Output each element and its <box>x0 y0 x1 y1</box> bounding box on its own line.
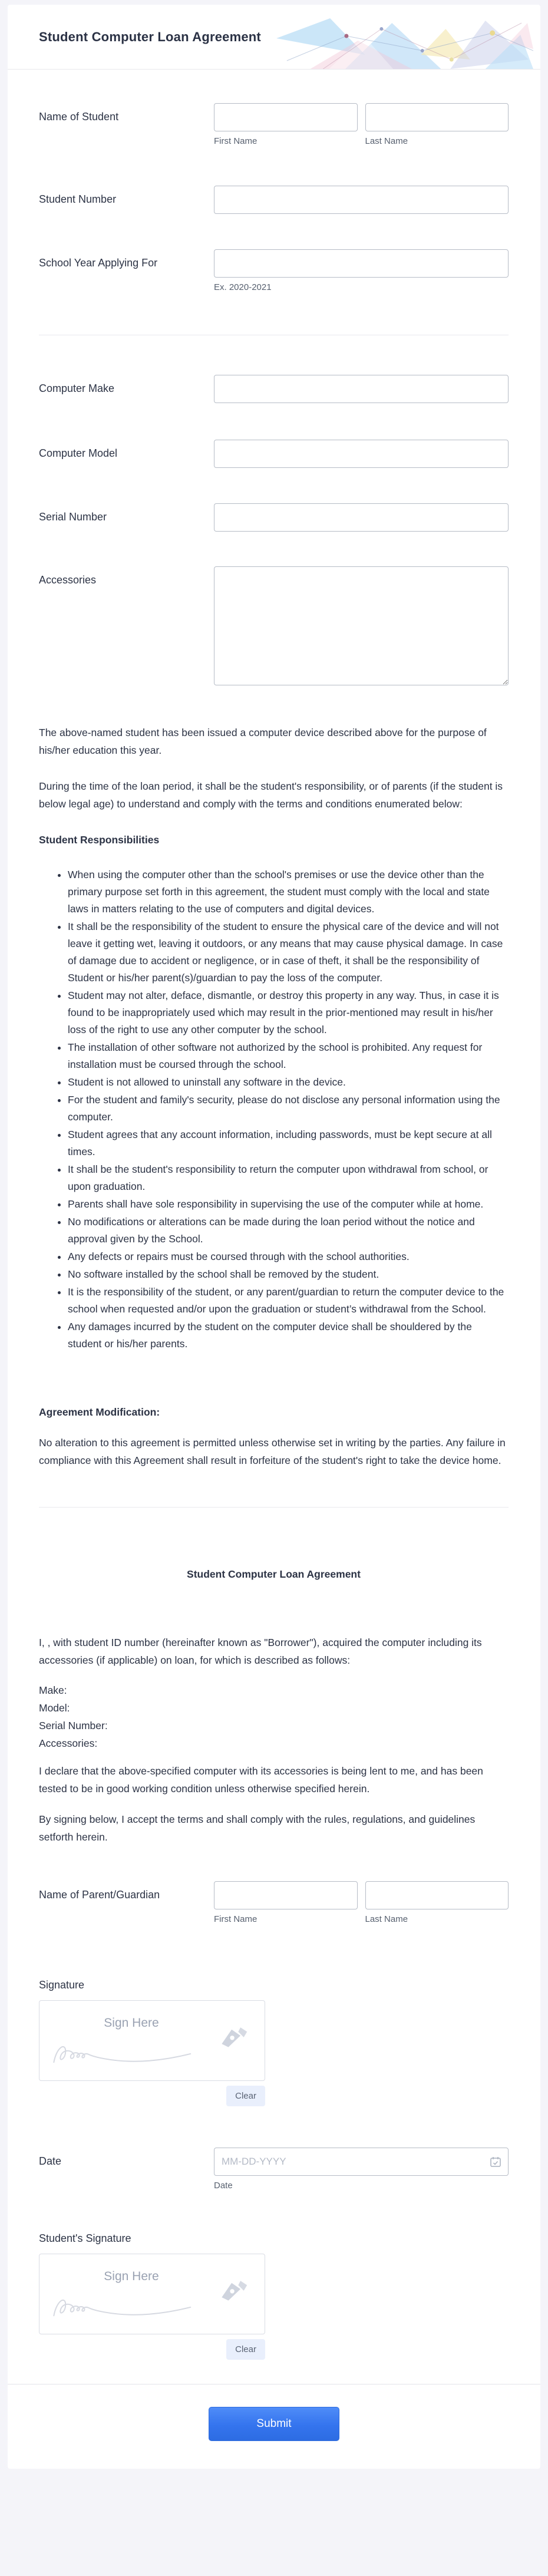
field-label: Name of Student <box>39 111 119 123</box>
signature-squiggle-icon <box>50 2284 209 2326</box>
term-item: • Parents shall have sole responsibility in supervising the use of the computer while at home. <box>68 1196 509 1213</box>
last-name-sublabel: Last Name <box>365 136 408 146</box>
agreement-modification-heading: Agreement Modification: <box>39 1406 160 1418</box>
date-sublabel: Date <box>214 2181 233 2191</box>
signature-squiggle-icon <box>50 2031 209 2072</box>
field-label: Computer Model <box>39 447 118 459</box>
term-item: • It shall be the responsibility of the student to ensure the physical care of the device and will not leave it getting wet, leaving it outdoors, or any means that may cause physical damage. In case of damage due to accident or negligence, or in case of theft, it shall be the responsibility of Student or his/her parent(s)/guardian to pay the loss of the computer. <box>68 918 509 987</box>
student-signature-clear-button[interactable]: Clear <box>226 2339 265 2360</box>
signature-block <box>8 2000 540 2106</box>
term-item: • No modifications or alterations can be made during the loan period without the notice and approval given by the School. <box>68 1213 509 1248</box>
declaration-paragraph: I declare that the above-specified computer with its accessories is being lent to me, and has been tested to be in good working condition unless otherwise specified herein. <box>39 1765 483 1795</box>
first-name-sublabel: First Name <box>214 136 258 146</box>
term-item: • The installation of other software not authorized by the school is prohibited. Any request for installation must be coursed through the school. <box>68 1039 509 1073</box>
student-number-input[interactable] <box>214 186 509 214</box>
signature-pad[interactable] <box>39 2000 265 2081</box>
field-computer-make <box>8 375 540 403</box>
pen-nib-icon <box>216 2022 249 2050</box>
field-label: Serial Number <box>39 511 107 523</box>
device-accessories-line: Accessories: <box>39 1737 98 1749</box>
field-label: Name of Parent/Guardian <box>39 1889 160 1901</box>
date-input[interactable] <box>214 2148 509 2176</box>
student-first-name-input[interactable] <box>214 103 358 131</box>
term-item: • It is the responsibility of the student, or any parent/guardian to return the computer device to the school when requested and/or upon the graduation or student’s withdrawal from the School. <box>68 1284 509 1318</box>
term-item: • No software installed by the school shall be removed by the student. <box>68 1266 509 1283</box>
field-accessories <box>8 566 540 688</box>
term-item: • Student may not alter, deface, dismantle, or destroy this property in any way. Thus, in case it is found to be inappropriately used which may result in the prior-mentioned may result in his/her loss of the right to use any other computer by the school. <box>68 987 509 1038</box>
serial-number-input[interactable] <box>214 503 509 532</box>
field-date <box>8 2148 540 2191</box>
calendar-icon[interactable] <box>490 2156 501 2168</box>
student-signature-block <box>8 2254 540 2360</box>
computer-make-input[interactable] <box>214 375 509 403</box>
terms-intro-paragraph: The above-named student has been issued a computer device described above for the purpose of his/her education this year. <box>39 727 487 756</box>
header-decoration-image <box>276 18 533 69</box>
first-name-sublabel: First Name <box>214 1914 258 1924</box>
sign-here-text: Sign Here <box>104 2270 159 2283</box>
pen-nib-icon <box>216 2275 249 2304</box>
signing-statement-paragraph: By signing below, I accept the terms and shall comply with the rules, regulations, and guidelines setforth herein. <box>39 1813 476 1843</box>
school-year-input[interactable] <box>214 249 509 278</box>
sign-here-text: Sign Here <box>104 2016 159 2030</box>
agreement-section-title: Student Computer Loan Agreement <box>187 1568 361 1580</box>
computer-model-input[interactable] <box>214 440 509 468</box>
form-card <box>8 5 540 2469</box>
field-label: Date <box>39 2155 62 2167</box>
field-computer-model <box>8 440 540 468</box>
page-title: Student Computer Loan Agreement <box>39 29 261 44</box>
terms-loan-period-paragraph: During the time of the loan period, it shall be the student's responsibility, or of parents (if the student is below legal age) to understand and comply with the terms and conditions enumerated below: <box>39 780 503 810</box>
school-year-sublabel: Ex. 2020-2021 <box>214 282 272 292</box>
signature-clear-button[interactable]: Clear <box>226 2086 265 2106</box>
term-item: • For the student and family's security, please do not disclose any personal information using the computer. <box>68 1091 509 1126</box>
field-label: Student Number <box>39 193 117 205</box>
form-header <box>8 5 540 70</box>
responsibilities-list <box>39 866 509 1353</box>
term-item: • Any damages incurred by the student on the computer device shall be shouldered by the student or his/her parents. <box>68 1318 509 1353</box>
agreement-modification-paragraph: No alteration to this agreement is permitted unless otherwise set in writing by the parties. Any failure in compliance with this Agreement shall result in forfeiture of the student's right to take the device home. <box>39 1437 506 1466</box>
last-name-sublabel: Last Name <box>365 1914 408 1924</box>
parent-first-name-input[interactable] <box>214 1881 358 1909</box>
student-signature-label: Student's Signature <box>39 2232 131 2244</box>
parent-last-name-input[interactable] <box>365 1881 509 1909</box>
field-student-number <box>8 186 540 214</box>
field-label: Accessories <box>39 574 97 586</box>
device-model-line: Model: <box>39 1702 70 1714</box>
accessories-textarea[interactable] <box>214 566 509 685</box>
signature-label: Signature <box>39 1979 85 1991</box>
field-serial-number <box>8 503 540 532</box>
term-item: • When using the computer other than the school's premises or use the device other than the primary purpose set forth in this agreement, the student must comply with the local and state laws in matters relating to the use of computers and digital devices. <box>68 866 509 918</box>
device-serial-line: Serial Number: <box>39 1720 108 1731</box>
device-description-lines <box>8 1681 540 1752</box>
student-signature-pad[interactable] <box>39 2254 265 2334</box>
field-label: School Year Applying For <box>39 257 158 269</box>
student-responsibilities-heading: Student Responsibilities <box>39 834 160 846</box>
section-divider <box>39 1507 509 1508</box>
submit-section <box>8 2384 540 2469</box>
term-item: • Student is not allowed to uninstall any software in the device. <box>68 1074 509 1091</box>
term-item: • Any defects or repairs must be coursed through with the school authorities. <box>68 1248 509 1265</box>
submit-button[interactable]: Submit <box>209 2407 339 2441</box>
term-item: • It shall be the student's responsibility to return the computer upon withdrawal from school, or upon graduation. <box>68 1161 509 1195</box>
field-parent-name <box>8 1881 540 1924</box>
student-last-name-input[interactable] <box>365 103 509 131</box>
field-name-of-student <box>8 103 540 146</box>
field-label: Computer Make <box>39 382 115 394</box>
term-item: • Student agrees that any account information, including passwords, must be kept secure at all times. <box>68 1126 509 1160</box>
borrower-intro-paragraph: I, , with student ID number (hereinafter known as "Borrower"), acquired the computer including its accessories (if applicable) on loan, for which is described as follows: <box>39 1637 482 1666</box>
field-school-year <box>8 249 540 292</box>
device-make-line: Make: <box>39 1684 67 1696</box>
